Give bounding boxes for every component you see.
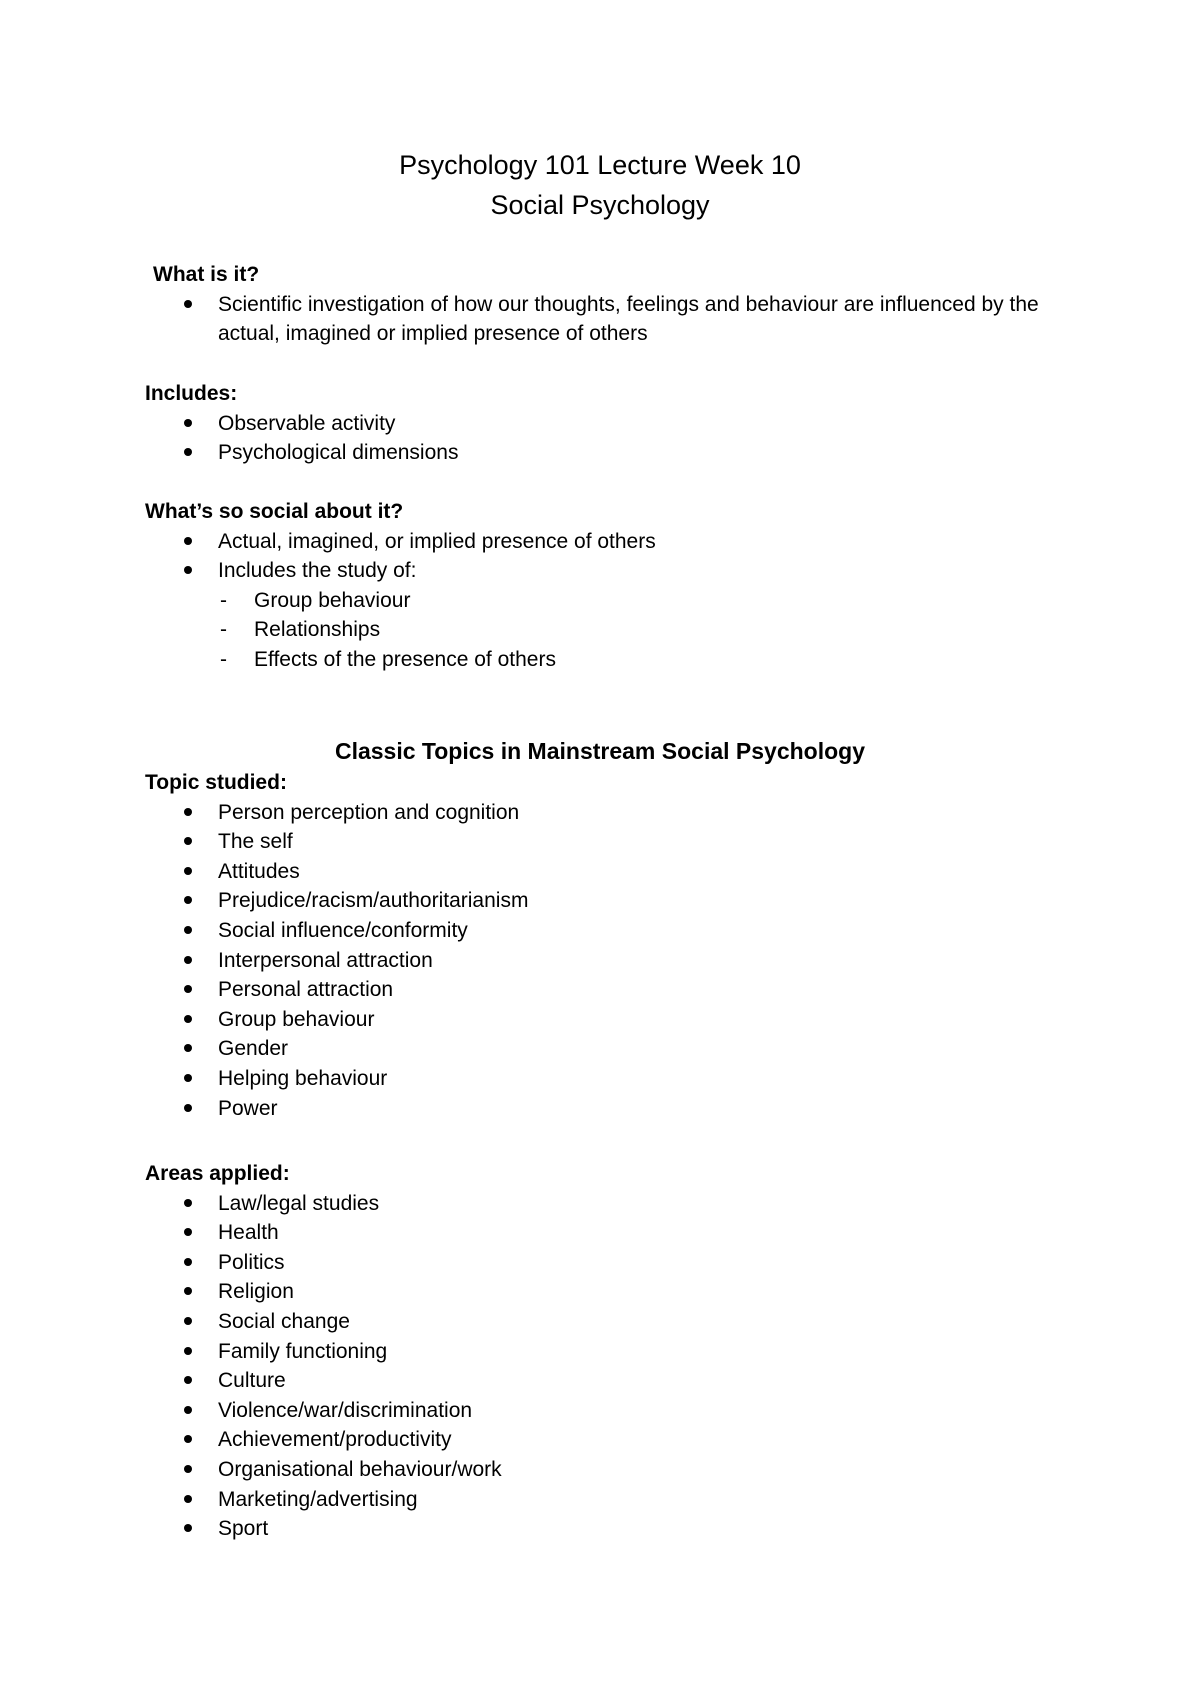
section-includes (145, 379, 1095, 468)
what-is-it-list (145, 290, 1095, 349)
sub-list-item (145, 586, 1095, 616)
list-item-text: Actual, imagined, or implied presence of others (218, 529, 656, 553)
document-title (0, 145, 1200, 225)
sub-list-item-text: Group behaviour (254, 588, 411, 612)
list-item (145, 1064, 1095, 1094)
list-item (145, 946, 1095, 976)
sub-list-item-text: Effects of the presence of others (254, 647, 556, 671)
list-item (145, 1485, 1095, 1515)
list-item-text: Marketing/advertising (218, 1487, 418, 1511)
includes-list (145, 409, 1095, 468)
sub-list-item (145, 645, 1095, 675)
list-item-text: Culture (218, 1369, 286, 1393)
list-item-text: Observable activity (218, 411, 396, 435)
list-item-text: Prejudice/racism/authoritarianism (218, 889, 529, 913)
sub-list-item (145, 615, 1095, 645)
list-item (145, 527, 1095, 557)
list-item-text: Gender (218, 1037, 289, 1061)
list-item (145, 1337, 1095, 1367)
list-item-text: Interpersonal attraction (218, 948, 433, 972)
list-item-text: Helping behaviour (218, 1066, 388, 1090)
list-item (145, 1425, 1095, 1455)
list-item (145, 916, 1095, 946)
list-item-text: Includes the study of: (218, 559, 417, 583)
list-item (145, 290, 1095, 349)
title-line-2: Social Psychology (490, 190, 710, 220)
list-item-text: Health (218, 1221, 279, 1245)
heading-topic-studied: Topic studied: (145, 771, 287, 794)
list-item-text: Psychological dimensions (218, 441, 459, 465)
list-item (145, 1307, 1095, 1337)
list-item-text: Group behaviour (218, 1007, 375, 1031)
list-item (145, 886, 1095, 916)
list-item-text: Law/legal studies (218, 1191, 380, 1215)
classic-topics-heading: Classic Topics in Mainstream Social Psychology (334, 738, 866, 764)
sub-list-item-text: Relationships (254, 618, 381, 642)
list-item (145, 1396, 1095, 1426)
list-item (145, 1248, 1095, 1278)
list-item-text: Politics (218, 1250, 285, 1274)
whats-social-list (145, 527, 1095, 586)
list-item (145, 827, 1095, 857)
areas-applied-list (145, 1189, 1095, 1544)
list-item-text: The self (218, 830, 293, 854)
list-item-text: Family functioning (218, 1339, 388, 1363)
heading-areas-applied: Areas applied: (145, 1162, 290, 1185)
heading-what-is-it: What is it? (153, 263, 260, 286)
list-item-text: Personal attraction (218, 978, 394, 1002)
list-item (145, 438, 1095, 468)
whats-social-sublist (145, 586, 1095, 675)
topic-studied-list (145, 798, 1095, 1124)
list-item (145, 1005, 1095, 1035)
list-item-text: Social change (218, 1309, 350, 1333)
list-item-text: Sport (218, 1517, 269, 1541)
list-item-text: Social influence/conformity (218, 918, 468, 942)
section-topic-studied (145, 768, 1095, 1123)
section-areas-applied (145, 1159, 1095, 1544)
list-item (145, 1455, 1095, 1485)
list-item-text: Religion (218, 1280, 294, 1304)
heading-whats-social: What’s so social about it? (145, 500, 404, 523)
list-item-text: Scientific investigation of how our thoughts, feelings and behaviour are influenced by the actual, imagined or implied presence of others (218, 292, 1039, 346)
section-what-is-it (145, 260, 1095, 349)
list-item (145, 857, 1095, 887)
list-item-text: Power (218, 1096, 278, 1120)
list-item-text: Achievement/productivity (218, 1428, 452, 1452)
list-item (145, 975, 1095, 1005)
list-item-text: Organisational behaviour/work (218, 1457, 502, 1481)
list-item (145, 409, 1095, 439)
section-whats-social (145, 497, 1095, 675)
list-item (145, 1094, 1095, 1124)
list-item-text: Attitudes (218, 859, 300, 883)
list-item (145, 1034, 1095, 1064)
list-item (145, 798, 1095, 828)
title-line-1: Psychology 101 Lecture Week 10 (399, 150, 801, 180)
list-item-text: Violence/war/discrimination (218, 1398, 473, 1422)
list-item (145, 1277, 1095, 1307)
list-item (145, 1514, 1095, 1544)
list-item (145, 556, 1095, 586)
list-item (145, 1218, 1095, 1248)
heading-includes: Includes: (145, 382, 238, 405)
list-item-text: Person perception and cognition (218, 800, 520, 824)
list-item (145, 1366, 1095, 1396)
list-item (145, 1189, 1095, 1219)
